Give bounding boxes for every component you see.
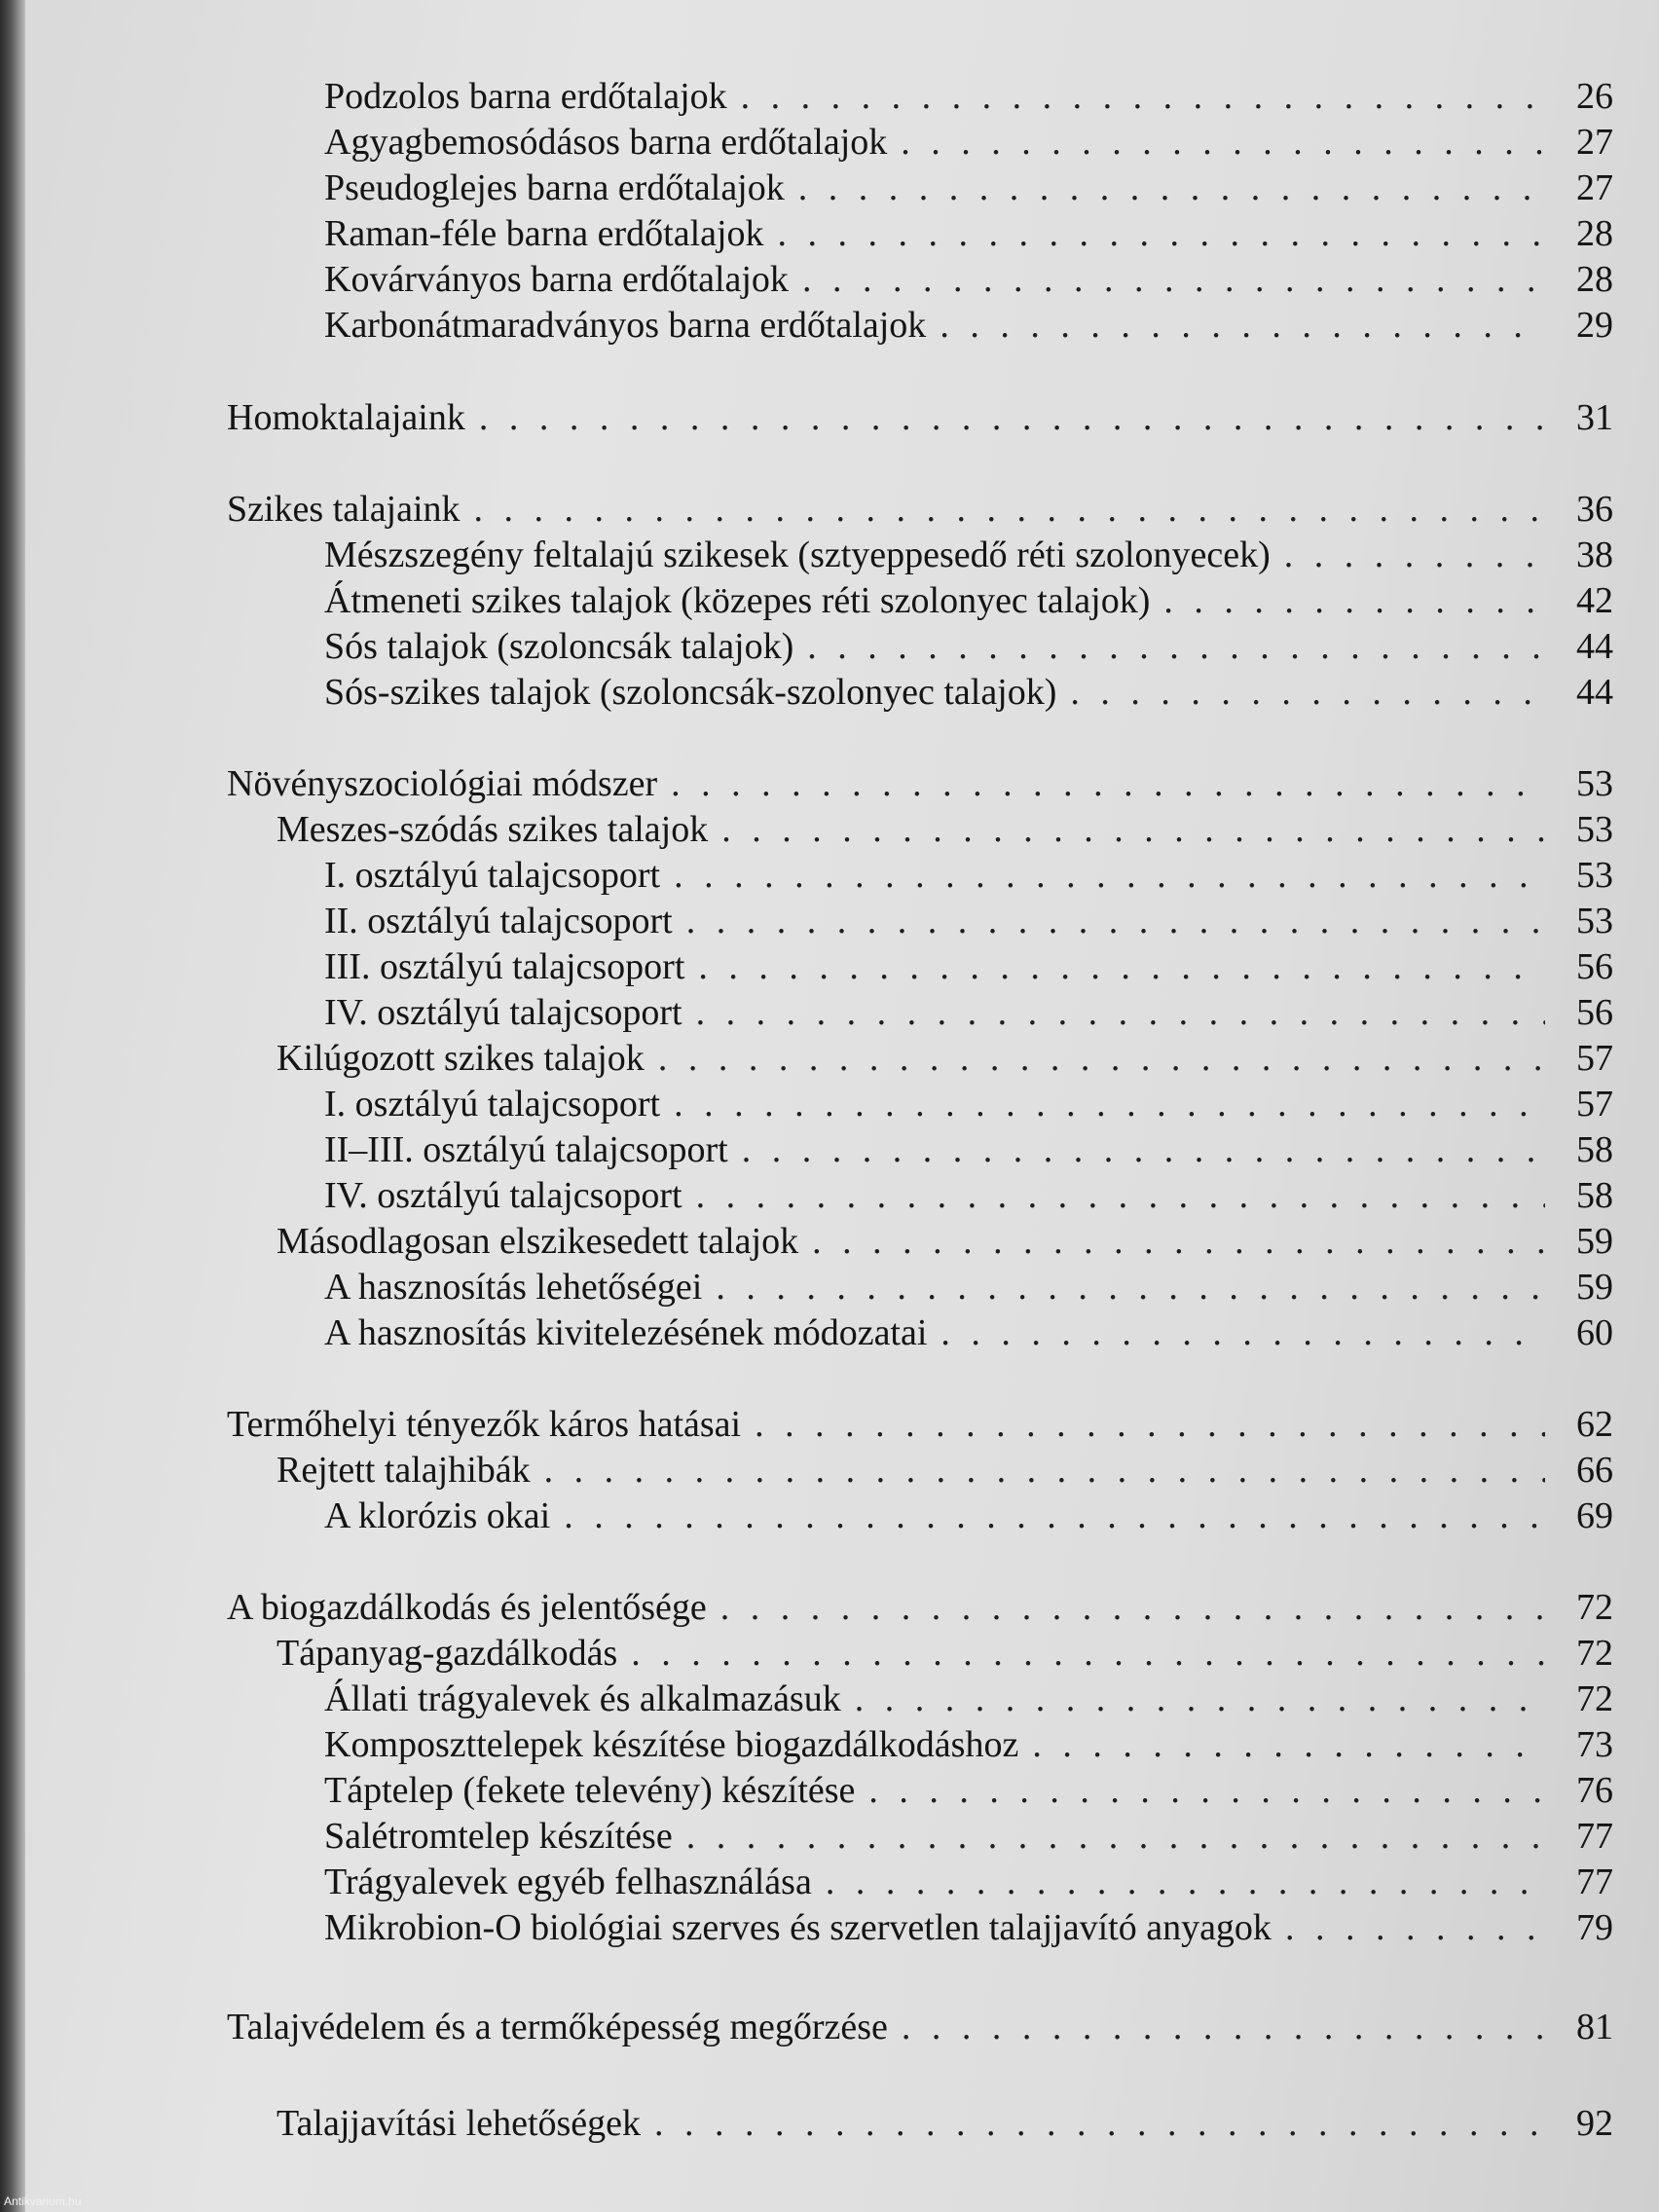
toc-entry-title: Másodlagosan elszikesedett talajok [276, 1221, 799, 1262]
toc-entry-title: Karbonátmaradványos barna erdőtalajok [324, 305, 927, 346]
dot-leader [671, 761, 1545, 806]
toc-entry[interactable] [324, 303, 1613, 348]
dot-leader [807, 624, 1545, 669]
toc-entry-page: 59 [1576, 1221, 1613, 1262]
toc-entry-title: A klorózis okai [324, 1495, 551, 1536]
toc-entry-page: 77 [1576, 1862, 1613, 1902]
toc-entry[interactable] [227, 487, 1613, 532]
toc-entry-page: 72 [1576, 1633, 1613, 1674]
toc-entry-title: III. osztályú talajcsoport [324, 946, 685, 987]
toc-entry[interactable] [324, 257, 1613, 302]
toc-entry-title: Podzolos barna erdőtalajok [324, 76, 727, 117]
toc-entry[interactable] [324, 1265, 1613, 1309]
toc-entry-title: IV. osztályú talajcsoport [324, 1175, 682, 1216]
toc-entry[interactable] [276, 1631, 1613, 1676]
toc-entry-page: 79 [1576, 1907, 1613, 1948]
toc-entry[interactable] [227, 1402, 1613, 1447]
toc-entry-page: 29 [1576, 305, 1613, 346]
toc-entry[interactable] [324, 211, 1613, 256]
dot-leader [812, 1219, 1545, 1264]
toc-entry[interactable] [324, 1082, 1613, 1126]
toc-entry-page: 26 [1576, 76, 1613, 117]
dot-leader [654, 2101, 1545, 2146]
toc-entry-page: 92 [1576, 2103, 1613, 2144]
dot-leader [686, 1814, 1545, 1859]
toc-entry-title: Sós-szikes talajok (szoloncsák-szolonyec talajok) [324, 672, 1057, 713]
dot-leader [741, 74, 1545, 119]
toc-entry-title: II. osztályú talajcsoport [324, 901, 673, 941]
toc-entry[interactable] [324, 1814, 1613, 1859]
toc-entry-page: 58 [1576, 1129, 1613, 1170]
toc-entry-title: Meszes-szódás szikes talajok [276, 809, 709, 850]
toc-entry-title: Mészszegény feltalajú szikesek (sztyeppesedő réti szolonyecek) [324, 535, 1271, 575]
toc-entry[interactable] [276, 1036, 1613, 1081]
toc-entry-page: 53 [1576, 855, 1613, 896]
dot-leader [1163, 578, 1545, 623]
toc-entry-title: A biogazdálkodás és jelentősége [227, 1587, 707, 1628]
toc-entry-title: II–III. osztályú talajcsoport [324, 1129, 728, 1170]
toc-entry[interactable] [324, 853, 1613, 898]
toc-entry-page: 59 [1576, 1267, 1613, 1308]
toc-entry[interactable] [227, 761, 1613, 806]
dot-leader [479, 395, 1545, 440]
toc-entry-page: 60 [1576, 1312, 1613, 1353]
toc-entry[interactable] [324, 1310, 1613, 1355]
dot-leader [1285, 1905, 1545, 1950]
dot-leader [474, 487, 1545, 532]
toc-entry[interactable] [276, 1219, 1613, 1264]
toc-entry[interactable] [324, 1493, 1613, 1538]
toc-entry-page: 53 [1576, 763, 1613, 804]
watermark: Antikvarium.hu [4, 2194, 82, 2208]
dot-leader [658, 1036, 1545, 1081]
dot-leader [940, 303, 1545, 348]
dot-leader [631, 1631, 1545, 1676]
toc-entry-title: Agyagbemosódásos barna erdőtalajok [324, 122, 888, 163]
toc-entry[interactable] [324, 74, 1613, 119]
toc-entry[interactable] [276, 2101, 1613, 2146]
dot-leader [1284, 533, 1545, 577]
toc-entry-title: Termőhelyi tényezők káros hatásai [227, 1404, 742, 1445]
dot-leader [755, 1402, 1545, 1447]
toc-entry-title: I. osztályú talajcsoport [324, 1084, 661, 1124]
toc-entry[interactable] [324, 624, 1613, 669]
dot-leader [696, 1173, 1545, 1218]
toc-entry-page: 31 [1576, 397, 1613, 438]
toc-entry-title: A hasznosítás lehetőségei [324, 1267, 703, 1308]
toc-entry-page: 57 [1576, 1038, 1613, 1079]
toc-entry-title: Pseudoglejes barna erdőtalajok [324, 167, 785, 208]
dot-leader [716, 1265, 1545, 1309]
toc-entry[interactable] [227, 395, 1613, 440]
toc-entry[interactable] [324, 1677, 1613, 1721]
toc-entry-page: 57 [1576, 1084, 1613, 1124]
toc-entry[interactable] [324, 533, 1613, 577]
toc-entry-title: Trágyalevek egyéb felhasználása [324, 1862, 812, 1902]
toc-entry-page: 28 [1576, 259, 1613, 300]
toc-entry-title: Rejtett talajhibák [276, 1450, 531, 1491]
toc-entry-page: 42 [1576, 580, 1613, 621]
toc-entry[interactable] [227, 2005, 1613, 2049]
toc-entry[interactable] [324, 1905, 1613, 1950]
toc-entry-page: 38 [1576, 535, 1613, 575]
toc-entry-title: Tápanyag-gazdálkodás [276, 1633, 618, 1674]
dot-leader [855, 1677, 1545, 1721]
page-edge-shadow [0, 0, 25, 2212]
dot-leader [720, 1585, 1545, 1630]
toc-entry-title: IV. osztályú talajcsoport [324, 992, 682, 1033]
dot-leader [778, 211, 1545, 256]
toc-entry-title: Szikes talajaink [227, 489, 461, 530]
dot-leader [901, 120, 1545, 165]
dot-leader [826, 1860, 1545, 1904]
dot-leader [940, 1310, 1545, 1355]
toc-entry[interactable] [227, 1585, 1613, 1630]
toc-entry[interactable] [276, 1448, 1613, 1493]
toc-entry-title: Növényszociológiai módszer [227, 763, 658, 804]
toc-entry-page: 44 [1576, 626, 1613, 667]
toc-entry-page: 53 [1576, 809, 1613, 850]
toc-entry-page: 69 [1576, 1495, 1613, 1536]
toc-entry-page: 76 [1576, 1770, 1613, 1811]
toc-entry[interactable] [324, 166, 1613, 210]
toc-entry-page: 27 [1576, 122, 1613, 163]
toc-entry-title: Komposzttelepek készítése biogazdálkodáshoz [324, 1724, 1019, 1765]
toc-entry-title: Átmeneti szikes talajok (közepes réti szolonyec talajok) [324, 580, 1151, 621]
toc-entry-title: Raman-féle barna erdőtalajok [324, 213, 764, 254]
toc-entry[interactable] [324, 1768, 1613, 1813]
toc-entry-page: 56 [1576, 992, 1613, 1033]
toc-entry-page: 72 [1576, 1678, 1613, 1719]
toc-entry-title: Állati trágyalevek és alkalmazásuk [324, 1678, 841, 1719]
toc-entry-page: 56 [1576, 946, 1613, 987]
dot-leader [1070, 670, 1545, 715]
dot-leader [564, 1493, 1545, 1538]
dot-leader [742, 1127, 1545, 1172]
toc-entry-page: 81 [1576, 2007, 1613, 2047]
toc-entry-title: Talajvédelem és a termőképesség megőrzése [227, 2007, 888, 2047]
toc-entry-page: 53 [1576, 901, 1613, 941]
dot-leader [698, 944, 1545, 989]
dot-leader [1032, 1722, 1545, 1767]
toc-entry-title: Táptelep (fekete televény) készítése [324, 1770, 856, 1811]
dot-leader [902, 2005, 1545, 2049]
toc-entry-page: 72 [1576, 1587, 1613, 1628]
toc-entry-page: 58 [1576, 1175, 1613, 1216]
toc-entry-title: Kilúgozott szikes talajok [276, 1038, 645, 1079]
toc-entry-page: 27 [1576, 167, 1613, 208]
toc-entry-title: Mikrobion-O biológiai szerves és szervetlen talajjavító anyagok [324, 1907, 1272, 1948]
dot-leader [802, 257, 1545, 302]
toc-entry-page: 73 [1576, 1724, 1613, 1765]
toc-entry-page: 36 [1576, 489, 1613, 530]
toc-entry[interactable] [324, 1860, 1613, 1904]
toc-entry-title: I. osztályú talajcsoport [324, 855, 661, 896]
toc-entry-title: Kovárványos barna erdőtalajok [324, 259, 789, 300]
toc-entry[interactable] [324, 899, 1613, 943]
toc-entry-title: A hasznosítás kivitelezésének módozatai [324, 1312, 928, 1353]
toc-entry-page: 62 [1576, 1404, 1613, 1445]
dot-leader [696, 990, 1545, 1035]
toc-entry[interactable] [324, 1173, 1613, 1218]
toc-entry[interactable] [324, 120, 1613, 165]
dot-leader [686, 899, 1545, 943]
toc-entry-title: Sós talajok (szoloncsák talajok) [324, 626, 794, 667]
dot-leader [868, 1768, 1545, 1813]
toc-entry[interactable] [324, 944, 1613, 989]
toc-entry[interactable] [324, 578, 1613, 623]
dot-leader [798, 166, 1545, 210]
toc-entry[interactable] [324, 990, 1613, 1035]
toc-entry-page: 28 [1576, 213, 1613, 254]
dot-leader [674, 1082, 1545, 1126]
toc-entry-title: Talajjavítási lehetőségek [276, 2103, 642, 2144]
toc-entry-page: 77 [1576, 1816, 1613, 1857]
toc-entry-title: Salétromtelep készítése [324, 1816, 673, 1857]
toc-entry-title: Homoktalajaink [227, 397, 465, 438]
toc-entry[interactable] [276, 807, 1613, 852]
toc-entry[interactable] [324, 1127, 1613, 1172]
toc-entry[interactable] [324, 670, 1613, 715]
toc-entry-page: 66 [1576, 1450, 1613, 1491]
dot-leader [674, 853, 1545, 898]
toc-entry[interactable] [324, 1722, 1613, 1767]
toc-entry-page: 44 [1576, 672, 1613, 713]
dot-leader [544, 1448, 1545, 1493]
dot-leader [721, 807, 1545, 852]
